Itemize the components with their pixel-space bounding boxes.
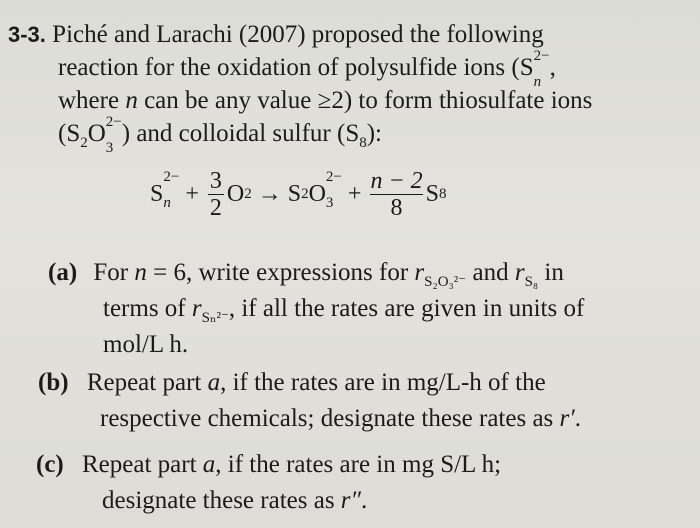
intro-text-4b: O (87, 120, 106, 147)
eq-arrow: → (257, 180, 282, 207)
rate-sulfur: r (514, 259, 525, 286)
part-a-text-1d: in (538, 259, 564, 286)
eq-s-sup: 2− (163, 168, 180, 185)
eq-frac2-den: 8 (390, 194, 403, 221)
rate-thiosulfate-sub: S₂O₃²⁻ (424, 274, 467, 290)
part-b-text-1b: , if the rates are in mg/L-h of the (220, 369, 546, 396)
part-b-text-1a: Repeat part (86, 369, 208, 396)
part-c-text-2a: designate these rates as (102, 487, 341, 514)
intro-text-2a: reaction for the oxidation of polysulfide ions (S (58, 54, 534, 81)
polysulfide-sup: 2− (533, 48, 550, 64)
eq-s: S (150, 180, 164, 207)
part-a-var-n: n (134, 259, 147, 286)
intro-text-1: Piché and Larachi (2007) proposed the following (52, 21, 544, 48)
intro-var-n: n (125, 87, 138, 114)
rate-r-prime: r′ (559, 405, 575, 432)
intro-text-4d: ): (366, 120, 382, 147)
eq-thio-o: O (308, 180, 326, 207)
part-c-text-1b: , if the rates are in mg S/L h; (215, 451, 502, 478)
rate-polysulfide: r (191, 295, 202, 322)
part-c-line-2 (102, 486, 367, 516)
problem-number: 3-3. (8, 22, 46, 47)
rate-sulfur-sub: S₈ (524, 274, 539, 290)
intro-line-2 (58, 48, 556, 90)
part-b-line-2 (100, 404, 581, 434)
intro-text-4c: ) and colloidal sulfur (S (121, 120, 360, 147)
eq-frac1-den: 2 (209, 194, 222, 221)
part-c-text-1a: Repeat part (82, 451, 203, 478)
eq-frac1-num: 3 (209, 167, 222, 194)
intro-text-3a: where (58, 87, 126, 114)
eq-thio-scripts (325, 168, 342, 211)
part-a-text-1c: and (466, 259, 515, 286)
eq-plus-2: + (347, 180, 362, 207)
part-a-line-1 (48, 258, 564, 288)
part-b-text-2a: respective chemicals; designate these rates as (100, 405, 560, 432)
eq-fraction-1 (208, 168, 224, 221)
rate-polysulfide-sub: Sₙ²⁻ (201, 310, 229, 326)
reaction-equation: S 2− n + $\frac{3}{2}$ O 2 → S 2 O 2− 3 + $\frac{n - 2}{8}$ S 8 (150, 167, 447, 221)
part-b-label: (b) (38, 369, 69, 396)
part-c-label: (c) (36, 451, 64, 478)
part-b-line-1 (38, 368, 546, 398)
eq-o: O (226, 180, 245, 207)
intro-line-3 (58, 86, 592, 116)
rate-r-double-prime: r″ (340, 487, 361, 514)
part-a-label: (a) (48, 259, 78, 286)
part-a-text-1a: For (93, 259, 135, 286)
part-c-line-1 (36, 450, 501, 480)
intro-line-4 (58, 114, 382, 156)
part-b-var-a: a (207, 369, 221, 396)
intro-text-3b: can be any value ≥2) to form thiosulfate ions (137, 87, 593, 114)
polysulfide-sub-n: n (533, 74, 542, 90)
eq-s-sub-n: n (163, 194, 171, 211)
polysulfide-scripts (533, 48, 550, 90)
part-a-text-2b: , if all the rates are given in units of (228, 295, 585, 322)
thio-s-sub: 2 (80, 135, 88, 151)
eq-plus-1: + (185, 180, 199, 207)
sulfur-sub: 8 (359, 135, 367, 151)
thio-sup: 2− (105, 114, 122, 130)
thio-o-sub: 3 (105, 140, 114, 156)
intro-text-2b: , (549, 54, 556, 81)
part-a-line-3 (103, 330, 188, 360)
eq-thio-s: S (287, 180, 302, 207)
part-a-line-2 (103, 294, 584, 324)
eq-thio-o-sub: 3 (325, 194, 334, 211)
eq-thio-sup: 2− (325, 168, 342, 185)
part-a-text-2a: terms of (103, 295, 192, 322)
eq-s-sub (163, 195, 171, 212)
intro-line-1 (8, 20, 544, 50)
eq-s-scripts (163, 168, 180, 211)
rate-thiosulfate: r (414, 259, 425, 286)
part-a-text-3: mol/L h. (103, 331, 189, 358)
part-c-var-a: a (202, 451, 216, 478)
part-b-text-2b: . (574, 405, 581, 432)
intro-text-4a: (S (58, 120, 81, 147)
eq-s8: S (425, 180, 439, 207)
part-a-text-1b: = 6, write expressions for (146, 259, 415, 286)
thio-scripts (105, 114, 122, 156)
eq-fraction-2 (370, 168, 422, 221)
eq-frac2-num: n − 2 (370, 167, 423, 194)
part-c-text-2b: . (360, 487, 368, 514)
